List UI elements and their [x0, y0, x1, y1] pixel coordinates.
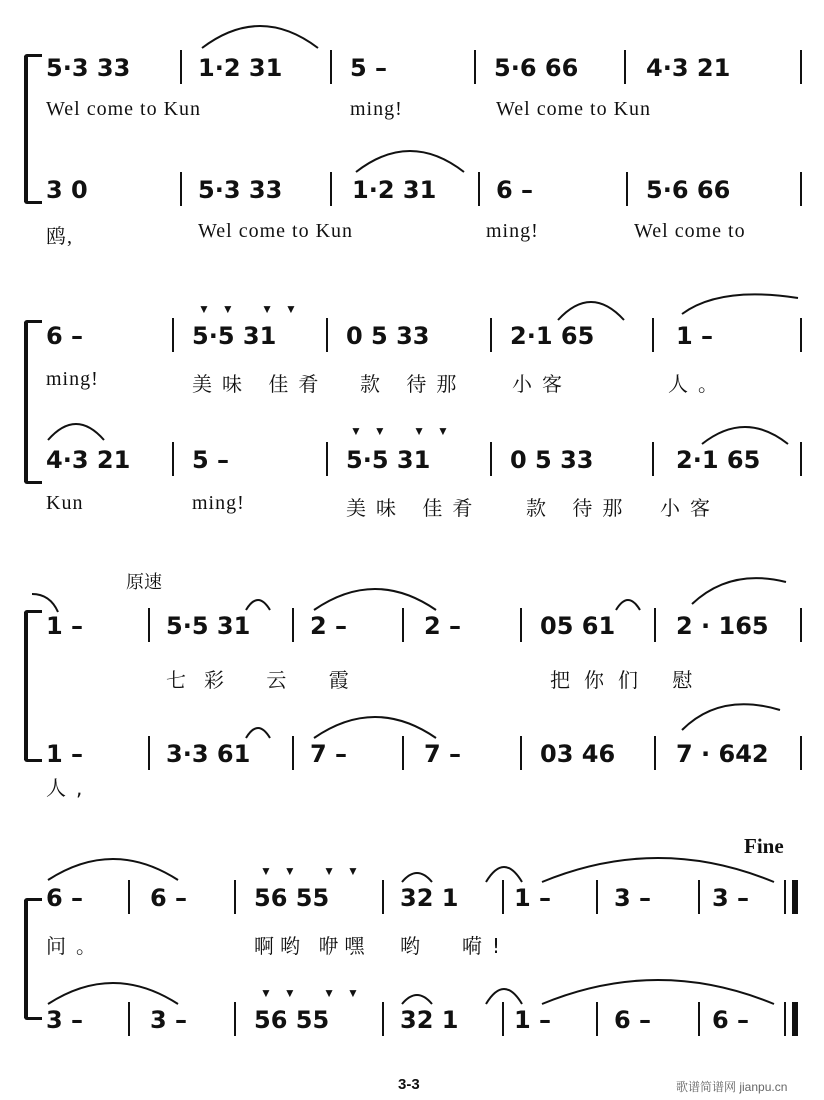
measure: 1 –: [46, 612, 84, 640]
barline: [502, 1002, 504, 1036]
measure: 6 –: [150, 884, 188, 912]
page-number: 3-3: [398, 1076, 420, 1093]
lyric: 人。: [668, 372, 728, 396]
measure: 2 –: [310, 612, 348, 640]
measure: 32 1: [400, 1006, 459, 1034]
measure: 05 61: [540, 612, 616, 640]
measure: 5·6 66: [646, 176, 731, 204]
upper-staff: [0, 878, 824, 918]
lyric: 七彩 云 霞: [166, 668, 367, 692]
measure: 3·3 61: [166, 740, 251, 768]
slur: [354, 144, 466, 174]
lower-lyrics: [0, 772, 824, 802]
measure: 56 55: [254, 1006, 330, 1034]
barline: [502, 880, 504, 914]
measure: 56 55: [254, 884, 330, 912]
measure: 5·6 66: [494, 54, 579, 82]
barline: [402, 736, 404, 770]
measure: 5·3 33: [198, 176, 283, 204]
lyric: 小客: [512, 372, 572, 396]
fine-marking: Fine: [744, 834, 784, 858]
measure: 0 5 33: [346, 322, 430, 350]
measure: 4·3 21: [646, 54, 731, 82]
measure: 3 –: [614, 884, 652, 912]
measure: 32 1: [400, 884, 459, 912]
measure: 1 –: [514, 884, 552, 912]
barline: [478, 172, 480, 206]
barline: [180, 172, 182, 206]
barline: [382, 880, 384, 914]
lower-staff: [0, 1000, 824, 1040]
measure: 4·3 21: [46, 446, 131, 474]
lower-staff: [0, 734, 824, 774]
lyric: 嗬!: [462, 934, 511, 958]
barline: [172, 318, 174, 352]
slur: [30, 590, 60, 614]
measure: 6 –: [712, 1006, 750, 1034]
barline: [474, 50, 476, 84]
barline: [652, 442, 654, 476]
barline: [800, 50, 802, 84]
final-barline: [792, 880, 798, 914]
lyric: Wel come to: [634, 220, 746, 242]
lyric: 美味 佳肴: [346, 496, 483, 520]
barline: [800, 172, 802, 206]
measure: 6 –: [46, 884, 84, 912]
measure: 2 · 165: [676, 612, 769, 640]
slur: [680, 696, 784, 732]
measure: 1·2 31: [198, 54, 283, 82]
lyric: 问。: [46, 934, 106, 958]
lyric: Wel come to Kun: [496, 98, 652, 120]
upper-staff: [0, 316, 824, 356]
slur: [46, 852, 180, 882]
barline: [596, 1002, 598, 1036]
slur: [540, 850, 776, 884]
watermark: 歌谱简谱网 jianpu.cn: [676, 1080, 788, 1094]
measure: 5·5 31: [346, 446, 431, 474]
upper-lyrics: [0, 368, 824, 398]
measure: 7 · 642: [676, 740, 769, 768]
lyric: 款 待那: [360, 372, 467, 396]
accent-marks: ▼▼ ▼▼: [350, 424, 461, 438]
slur: [556, 292, 626, 322]
measure: 3 –: [150, 1006, 188, 1034]
slur: [400, 988, 434, 1006]
barline: [148, 736, 150, 770]
slur: [46, 414, 106, 442]
barline: [800, 608, 802, 642]
accent-marks: ▼▼ ▼▼: [198, 302, 309, 316]
barline: [698, 1002, 700, 1036]
measure: 5 –: [350, 54, 388, 82]
lyric: Wel come to Kun: [198, 220, 354, 242]
measure: 2·1 65: [510, 322, 595, 350]
barline: [330, 50, 332, 84]
barline: [326, 318, 328, 352]
lyric: 把你们 慰: [550, 668, 707, 692]
measure: 5·5 31: [192, 322, 277, 350]
measure: 1 –: [46, 740, 84, 768]
barline: [128, 1002, 130, 1036]
lyric: 鸥,: [46, 226, 73, 248]
accent-marks: ▼▼ ▼▼: [260, 864, 371, 878]
barline: [330, 172, 332, 206]
barline: [490, 442, 492, 476]
final-barline: [792, 1002, 798, 1036]
barline: [490, 318, 492, 352]
slur: [312, 582, 438, 612]
upper-staff: [0, 606, 824, 646]
measure: 6 –: [614, 1006, 652, 1034]
barline: [326, 442, 328, 476]
measure: 5·3 33: [46, 54, 131, 82]
lower-staff: [0, 440, 824, 480]
accent-marks: ▼▼ ▼▼: [260, 986, 371, 1000]
lyric: 人,: [46, 776, 93, 800]
barline: [234, 1002, 236, 1036]
measure: 7 –: [310, 740, 348, 768]
barline: [800, 736, 802, 770]
barline: [624, 50, 626, 84]
tempo-marking: 原速: [126, 572, 162, 593]
barline: [800, 442, 802, 476]
barline: [596, 880, 598, 914]
lower-staff: [0, 170, 824, 210]
upper-lyrics: [0, 98, 824, 128]
slur: [484, 856, 524, 884]
measure: 5 –: [192, 446, 230, 474]
slur: [690, 572, 790, 606]
barline: [800, 318, 802, 352]
slur: [200, 20, 320, 50]
slur: [400, 866, 434, 884]
measure: 03 46: [540, 740, 616, 768]
lyric: 小客: [660, 496, 720, 520]
upper-staff: [0, 48, 824, 88]
measure: 6 –: [46, 322, 84, 350]
barline: [148, 608, 150, 642]
lyric: 美味 佳肴: [192, 372, 329, 396]
slur: [614, 592, 642, 612]
measure: 6 –: [496, 176, 534, 204]
barline: [128, 880, 130, 914]
measure: 3 0: [46, 176, 88, 204]
lyric: Kun: [46, 492, 84, 514]
measure: 1·2 31: [352, 176, 437, 204]
barline: [180, 50, 182, 84]
barline: [382, 1002, 384, 1036]
lyric: 哟: [400, 934, 430, 958]
measure: 3 –: [46, 1006, 84, 1034]
barline: [292, 736, 294, 770]
measure: 1 –: [514, 1006, 552, 1034]
lyric: ming!: [350, 98, 403, 120]
barline: [172, 442, 174, 476]
barline: [292, 608, 294, 642]
barline: [520, 608, 522, 642]
slur: [46, 976, 180, 1006]
lyric: Wel come to Kun: [46, 98, 202, 120]
slur: [540, 972, 776, 1006]
slur: [484, 978, 524, 1006]
barline: [402, 608, 404, 642]
barline: [520, 736, 522, 770]
slur: [312, 710, 438, 740]
slur: [244, 592, 272, 612]
barline: [652, 318, 654, 352]
slur: [680, 292, 800, 316]
measure: 5·5 31: [166, 612, 251, 640]
barline: [654, 736, 656, 770]
measure: 7 –: [424, 740, 462, 768]
measure: 1 –: [676, 322, 714, 350]
barline: [698, 880, 700, 914]
barline: [654, 608, 656, 642]
upper-lyrics: [0, 930, 824, 960]
lyric: ming!: [46, 368, 99, 390]
measure: 2 –: [424, 612, 462, 640]
measure: 0 5 33: [510, 446, 594, 474]
lyric: ming!: [192, 492, 245, 514]
barline: [626, 172, 628, 206]
measure: 2·1 65: [676, 446, 761, 474]
lyric: ming!: [486, 220, 539, 242]
barline: [234, 880, 236, 914]
measure: 3 –: [712, 884, 750, 912]
slur: [700, 418, 790, 446]
upper-lyrics: [0, 664, 824, 694]
lyric: 啊哟 咿嘿: [254, 934, 371, 958]
lower-lyrics: [0, 220, 824, 250]
slur: [244, 720, 272, 740]
lower-lyrics: [0, 492, 824, 522]
lyric: 款 待那: [526, 496, 633, 520]
